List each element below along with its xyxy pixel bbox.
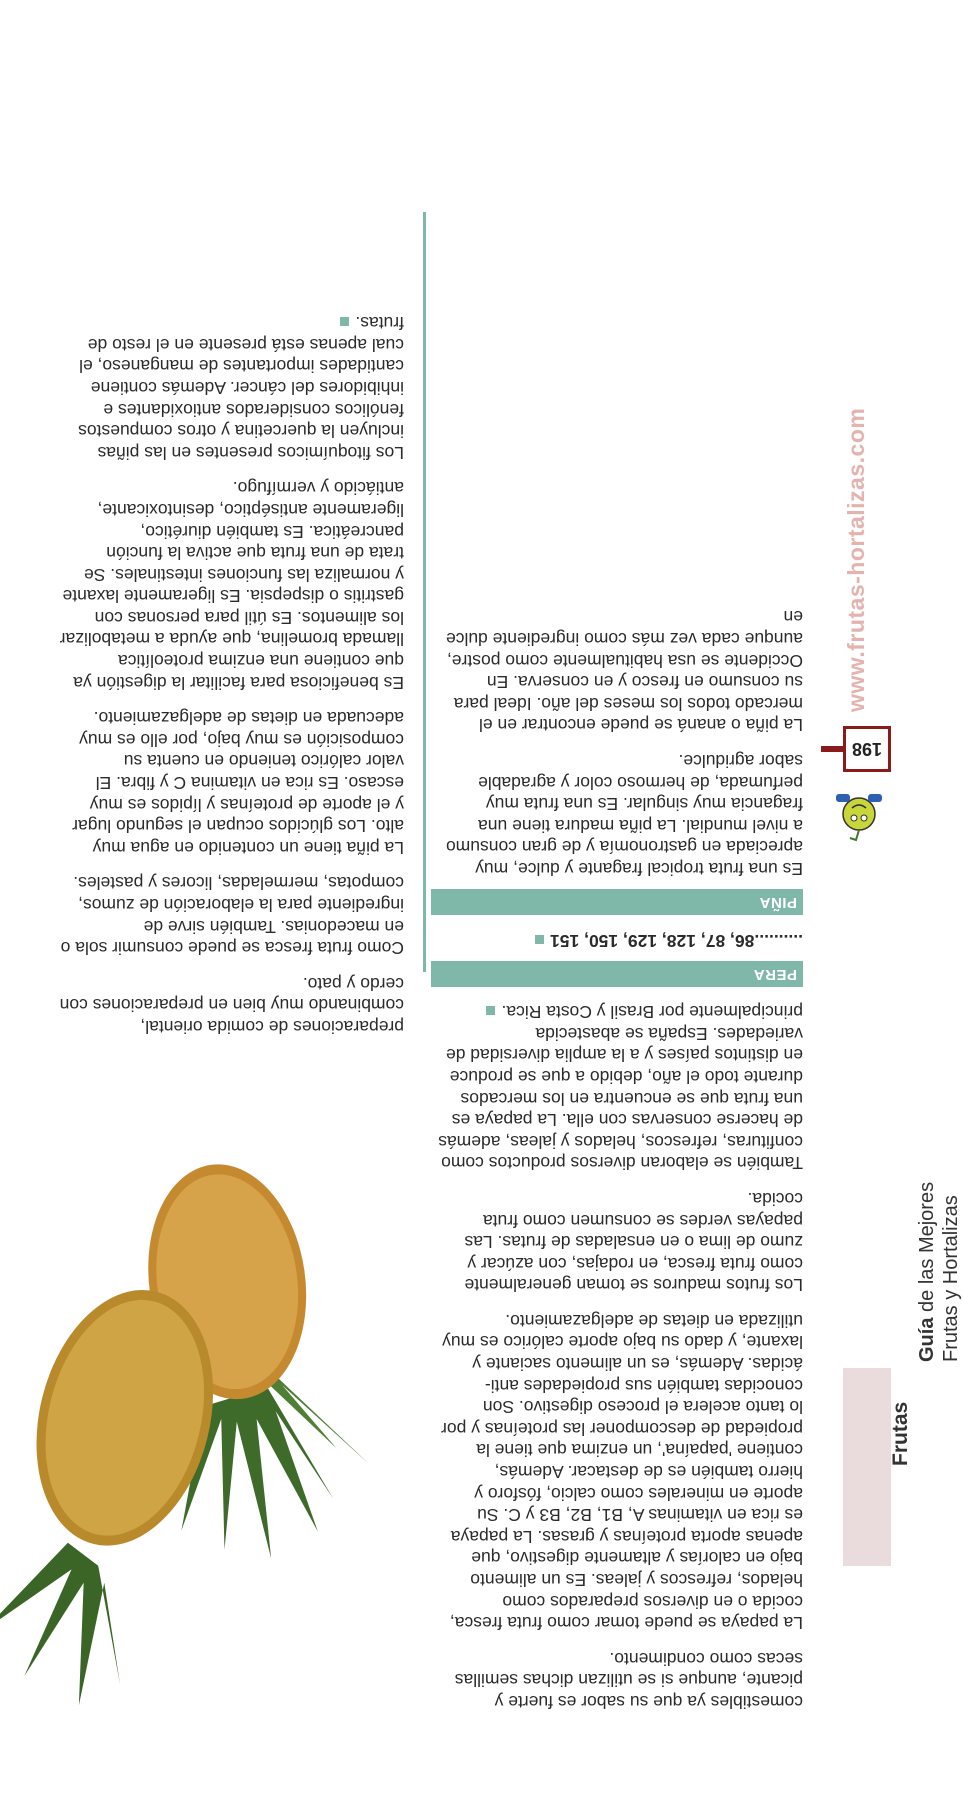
paragraph: Los frutos maduros se toman generalmente como fruta fresca, en rodajas, con azúcar y zumo de lima o en ensaladas de frutas. Las papayas verdes se consumen como fruta cocida. [464, 1188, 803, 1296]
section-header-pina: PIÑA [431, 889, 803, 915]
paragraph: La papaya se puede tomar como fruta fresca, cocida o en diversos preparados como helados, refrescos y jaleas. Es un alimento bajo en calorías y altamente digestivo, que apenas aporta proteínas y grasas. La papaya es rica en vitaminas A, B1, B2, B3 y C. Su aporte en minerales como calcio, fósforo y hierro también es de destacar. Además, contiene 'papaína', un enzima que tiene la propiedad de descomponer las proteínas y por lo tanto acelera el proceso digestivo. Son conocidas también sus propiedades anti-ácidas. Además, es un alimento saciante y laxante, y dado su bajo aporte calórico es muy utilizada en dietas de adelgazamiento. [441, 1310, 803, 1634]
text-column-right [59, 298, 404, 1037]
paragraph: preparaciones de comida oriental, combinando muy bien en preparaciones con cerdo y pato. [59, 973, 404, 1037]
paragraph: La piña o ananá se puede encontrar en el mercado todos los meses del año. Ideal para su consumo en fresco y en conserva. En Occidente se usa habitualmente como postre, aunque cada vez más como ingrediente dulce en [445, 607, 803, 736]
fruit-mascot-icon [824, 782, 894, 852]
guide-title-rest: de las Mejores [916, 1181, 938, 1312]
page-number-strip [821, 746, 843, 752]
guide-title-bold: Guía [916, 1317, 938, 1362]
paragraph: comestibles ya que su sabor es fuerte y picante, aunque si se utilizan dichas semillas secas como condimento. [454, 1648, 803, 1712]
column-divider [423, 212, 426, 972]
page-number: 198 [843, 726, 891, 772]
paragraph: También se elaboran diversos productos como confituras, refrescos, helados y jaleas, además de hacerse conservas con ella. La papaya es una fruta que se encuentra en los mercados durante todo el año, debido a que se produce en distintos países y a la amplia diversidad de variedades. España se abastecida principalmente por Brasil y Costa Rica. [438, 1002, 803, 1174]
paragraph: Los fitoquímicos presentes en las piñas incluyen la quercetina y otros compuestos fenólicos considerados antioxidantes e inhibidores del cáncer. Además contiene cantidades importantes de manganeso, el cual apenas está presente en el resto de frutas. [78, 313, 404, 463]
end-square-icon [486, 1006, 495, 1015]
paragraph: Es beneficiosa para facilitar la digestión ya que contiene una enzima proteolítica llamada bromelina, que ayuda a metabolizar los alimentos. Es útil para personas con gastritis o dispepsia. Es ligeramente laxante y normaliza las funciones intestinales. Se trata de una fruta que activa la función pancreática. Es también diurético, ligeramente antiséptico, desintoxicante, antiácido y vermífugo. [59, 478, 404, 693]
section-tab [843, 1368, 912, 1566]
website-url: www.frutas-hortalizas.com [843, 407, 869, 712]
paragraph: Como fruta fresca se puede consumir sola o en macedonias. También sirve de ingrediente para la elaboración de zumos, compotas, mermeladas, licores y pasteles. [60, 873, 404, 959]
text-column-left [437, 592, 803, 1712]
guide-title-line2: Frutas y Hortalizas [940, 1195, 962, 1362]
pineapple-photo [19, 1082, 449, 1722]
end-square-icon [340, 317, 349, 326]
section-header-pera: PERA [431, 961, 803, 987]
paragraph: La piña tiene un contenido en agua muy alto. Los glúcidos ocupan el segundo lugar y el aporte de proteínas y lípidos es muy escaso. Es rica en vitamina C y fibra. El valor calórico teniendo en cuenta su composición es muy bajo, por ello es muy adecuada en dietas de adelgazamiento. [72, 708, 404, 858]
guide-title [915, 1182, 963, 1362]
cross-reference-pages: ..........86, 87, 128, 129, 150, 151 [437, 929, 803, 951]
paragraph: Es una fruta tropical fragante y dulce, muy apreciada en gastronomía y de gran consumo a nivel mundial. La piña madura tiene una fragancia muy singular. Es una fruta muy perfumada, de hermoso color y agradable sabor agridulce. [445, 751, 803, 879]
section-label: Frutas [889, 1401, 912, 1466]
end-square-icon [535, 935, 544, 944]
sidebar [821, 0, 962, 1812]
